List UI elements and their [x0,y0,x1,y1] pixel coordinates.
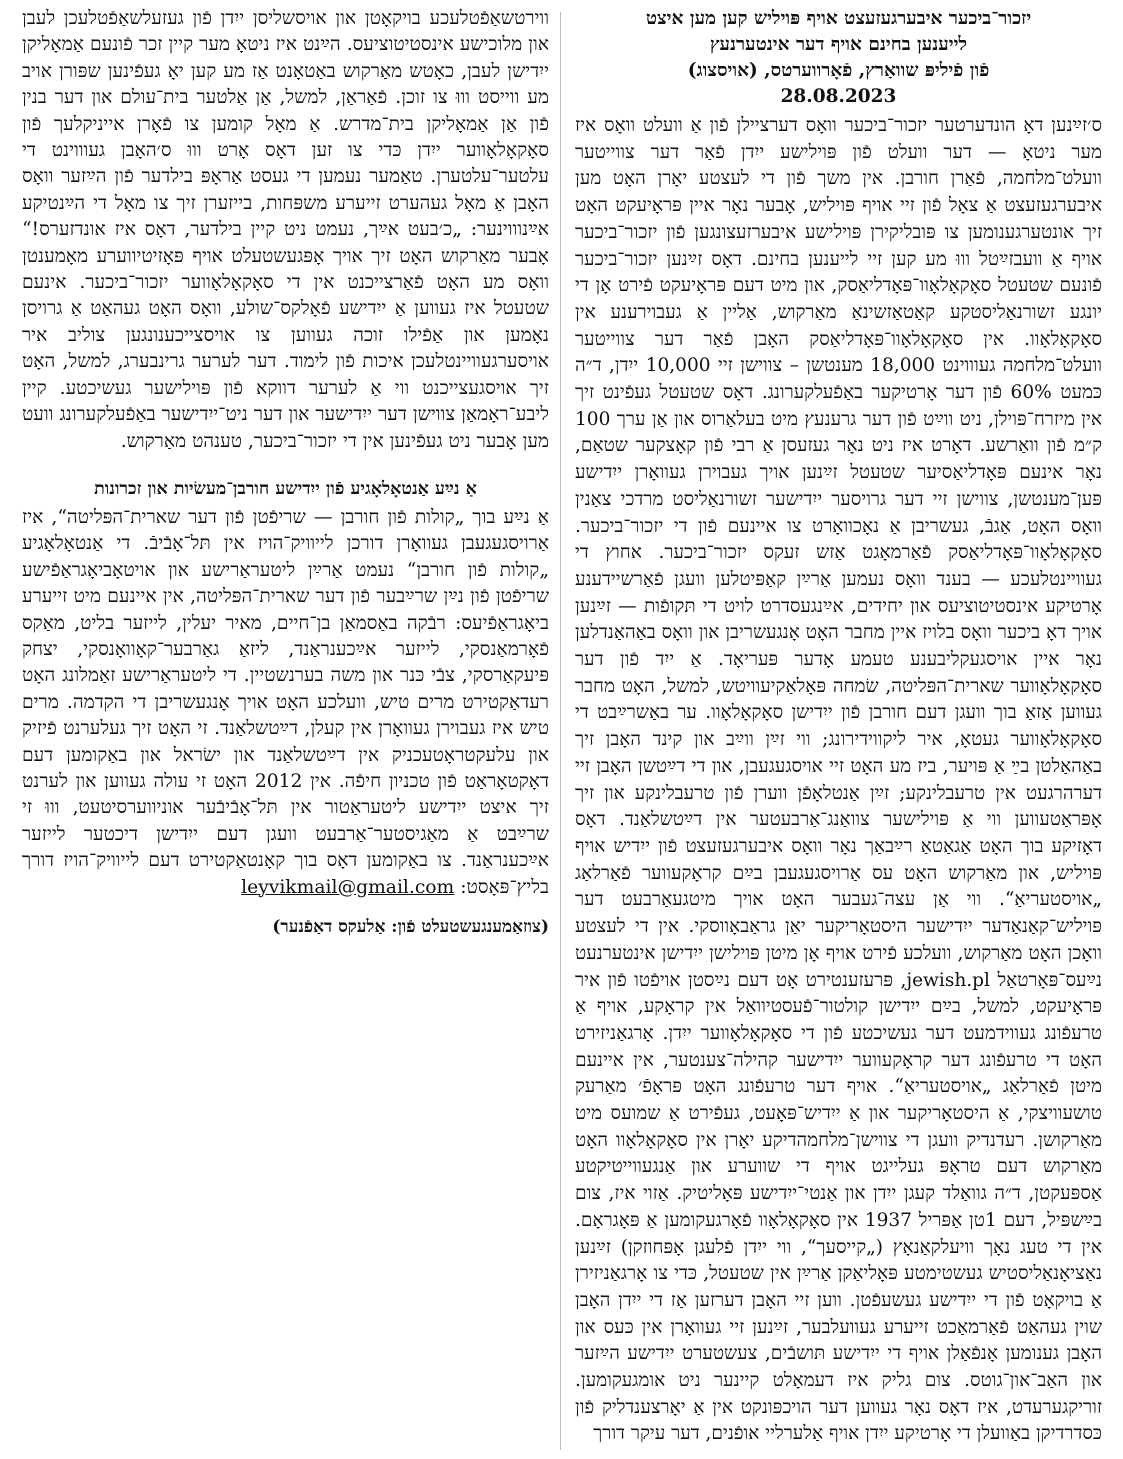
article1-date: 28.08.2023 [780,86,897,107]
article1-headline [575,6,1102,110]
article2-body [22,505,549,901]
article1-body-continued: ווירטשאַפֿטלעכע בויקאָטן און אויסשליסן ייִדן פֿון געזעלשאַפֿטלעכן לעבן און מלוכישע אינסטיטוציעס. הײַנט איז ניטאָ מער קיין זכר פֿונעם אַמאָליקן ייִדישן לעבן, כאָטש מאַרקוש באַטאָנט אַז מע קען יאָ געפֿינען שפּורן אויב מע ווייסט וווּ צו זוכן. פֿאַראַן, למשל, אַן אַלטער בית־עולם און דער בנין פֿון אַן אַמאָליקן בית־מדרש. אַ מאָל קומען צו פֿאָרן אייניקלעך פֿון סאָקאָלאָווער ייִדן כּדי צו זען דאָס אָרט וווּ ס׳האָבן געוווינט די עלטער־עלטערן. טאַמער נעמען די געסט אַראָפּ בילדער פֿון הײַזער וואָס האָבן אַ מאָל געהערט זייערע משפּחות, בייזערן זיך צו מאָל די הײַנטיקע אײַנוווינער: „כ׳בעט אײַך, נעמט ניט קיין בילדער, דאָס איז אונדזערס!“ אָבער מאַרקוש האָט זיך אויך אָפּגעשטעלט אויף פּאָזיטיווערע מאָמענטן וואָס מע האָט פֿאַרצייכנט אין די סאָקאָלאָווער יזכור־ביכער. אינעם שטעטל איז געווען אַ ייִדישע פֿאָלקס־שולע, וואָס האָט געהאַט אַ גרויסן נאָמען און אַפֿילו זוכה געווען צו אויסצייכענונגען צוליב איר אויסערגעוויינטלעכן איכות פֿון לימוד. דער לערער גרינבערג, למשל, האָט זיך אויסגעצייכנט ווי אַ לערער דווקא פֿון פּוילישער געשיכטע. קיין ליבע־ראָמאַן צווישן דער ייִדישער און דער ניט־ייִדישער באַפֿעלקערונג וועט מען אָבער ניט געפֿינען אין די יזכור־ביכער, טענהט מאַרקוש. [22,8,549,452]
article1-title-line1: יזכור־ביכער איבערגעזעצט אויף פּויליש קען מען איצט [645,8,1032,29]
contact-email-link[interactable]: leyvikmail@gmail.com [241,876,455,898]
article1-author: פֿון פֿיליפּ שוואַרץ, פֿאָרווערטס, (אויסצוג) [687,60,990,81]
newspaper-page [22,0,1102,1459]
article2-title: אַ נײַע אַנטאָלאָגיע פֿון ייִדישע חורבן־מעשׂיות און זכרונות [94,478,477,499]
article1-title-line2: לייענען בחינם אויף דער אינטערנעץ [709,34,968,55]
article-column-left [22,6,549,1456]
article1-body: ס׳זײַנען דאָ הונדערטער יזכור־ביכער וואָס דערציילן פֿון אַ וועלט וואָס איז מער ניטאָ — דער וועלט פֿון פּוילישע ייִדן פֿאַר דער צווייטער וועלט־מלחמה, פֿאַרן חורבן. אין משך פֿון די לעצטע יאָרן האָט מען איבערגעזעצט אַ צאָל פֿון זיי אויף פּויליש, אָבער נאָר איין פּראָיעקט האָט זיך אונטערגענומען צו פּובליקירן פּוילישע איבערזעצונגען פֿון יזכור־ביכער אויף אַ וועבזײַטל וווּ מע קען זיי לייענען בחינם. דאָס זײַנען יזכור־ביכער פֿונעם שטעטל סאָקאָלאָוו־פּאָדליאַסק, און מיט דעם פּראָיעקט פֿירט אָן די יונגע זשורנאַליסטקע קאַטאַזשינאַ מאַרקוש, אַליין אַ געבוירענע אין סאָקאָלאָוו. אין סאָקאָלאָוו־פּאָדליאַסק האָבן פֿאַר דער צווייטער וועלט־מלחמה געוווינט 18,000 מענטשן – צווישן זיי 10,000 ייִדן, ד״ה כּמעט 60% פֿון דער אָרטיקער באַפֿעלקערונג. דאָס שטעטל געפֿינט זיך אין מיזרח־פּוילן, ניט ווײַט פֿון דער גרענעץ מיט בעלאַרוס און אַן ערך 100 ק״מ פֿון וואַרשע. דאָרט איז ניט נאָר געזעסן אַ רבי פֿון קאָצקער שטאַם, נאָר אינעם פּאָדליאַסיער שטעטל זײַנען אויך געבוירן געוואָרן ייִדישע פּען־מענטשן, צווישן זיי דער גרויסער ייִדישער זשורנאַליסט מרדכי צאַנין וואָס האָט, אַגבֿ, געשריבן אַ נאָכוואָרט צו איינעם פֿון די יזכור־ביכער. סאָקאָלאָוו־פּאָדליאַסק פֿאַרמאָגט אַזש זעקס יזכור־ביכער. אחוץ די געוויינטלעכע — בענד וואָס נעמען אַרײַן קאַפּיטלען וועגן פֿאַרשיידענע אָרטיקע אינסטיטוציעס און יחידים, אײַנגעסדרט לויט די תּקופֿות — זײַנען אויך דאָ ביכער וואָס בלויז איין מחבר האָט אָנגעשריבן און וואָס באַהאַנדלען נאָר איין אויסגעקליבענע טעמע אָדער פּעריאָד. אַ ייִד פֿון דער סאָקאָלאָווער שארית־הפּליטה, שׂמחה פּאָלאַקיעוויטש, למשל, האָט מחבר געווען אַזאַ בוך וועגן דעם חורבן פֿון ייִדישן סאָקאָלאָוו. ער באַשרײַבט די סאָקאָלאָווער געטאָ, איר ליקווידירונג; ווי זײַן ווײַב און קינד האָבן זיך באַהאַלטן בײַ אַ פּויער, ביז מע האָט זיי אויסגעגעבן, און די דײַטשן האָבן זיי דערהרגעט אין טרעבלינקע; זײַן אַנטלאָפֿן ווערן פֿון טרעבלינקע און זיך אָפּראַטעווען ווי אַ פּוילישער צוואַנג־אַרבעטער אין דײַטשלאַנד. דאָס דאָזיקע בוך האָט אַגאַטאַ רײַבאַך נאָר וואָס איבערגעזעצט פֿון ייִדיש אויף פּויליש, און מאַרקוש האָט עס אַרויסגעגעבן בײַם קראָקעווער פֿאַרלאַג „אויסטעריאַ“. ווי אַן עצה־געבער האָט אויך מיטגעאַרבעט דער פּויליש־קאַנאַדער ייִדישער היסטאָריקער יאַן גראַבאָווסקי. אין די לעצטע וואָכן האָט מאַרקוש, וועלכע פֿירט אויף אָן מיטן פּוילישן ייִדישן אינטערנעט נײַעס־פּאָרטאַל jewish.pl, פּרעזענטירט אָט דעם נײַסטן אויפֿטו פֿון איר פּראָיעקט, למשל, בײַם ייִדישן קולטור־פֿעסטיוואַל אין קראָקע, אויף אַ טרעפֿונג געווידמעט דער געשיכטע פֿון די סאָקאָלאָווער ייִדן. אָרגאַניזירט האָט די טרעפֿונג דער קראָקעווער ייִדישער קהילה־צענטער, אין איינעם מיטן פֿאַרלאַג „אויסטעריאַ“. אויף דער טרעפֿונג האָט פּראָפֿ׳ מאַרעק טושעוויצקי, אַ היסטאָריקער און אַ ייִדיש־פּאָעט, געפֿירט אַ שמועס מיט מאַרקושן. רעדנדיק וועגן די צווישן־מלחמהדיקע יאָרן אין סאָקאָלאָוו האָט מאַרקוש דעם טראָפּ געלייגט אויף די שווערע און אַנגעווייטיקטע אַספּעקטן, ד״ה גוואַלד קעגן ייִדן און אַנטי־ייִדישע פּאָליטיק. אַזוי איז, צום בײַשפּיל, דעם 1טן אַפּריל 1937 אין סאָקאָלאָוו פֿאָרגעקומען אַ פּאָגראָם. אין די טעג נאָך וויעלקאַנאָץ („קייסעך“, ווי ייִדן פֿלעגן אָפּחוזקן) זײַנען נאַציאָנאַליסטיש געשטימטע פּאָליאַקן אַרײַן אין שטעטל, כּדי צו אָרגאַניזירן אַ בויקאָט פֿון די ייִדישע געשעפֿטן. ווען זיי האָבן דערזען אַז די ייִדן האָבן שוין געהאַט פֿאַרמאַכט זייערע געוועלבער, זײַנען זיי געוואָרן אין כּעס און האָבן גענומען אָנפֿאַלן אויף די ייִדישע תּושבֿים, צעשטערט ייִדישע הײַזער און האַב־און־גוטס. צום גליק איז דעמאָלט קיינער ניט אומגעקומען. זוריקגערעדט, איז דאָס נאָר געווען דער הויכפּונקט אין אַ יאָרצענדליק פֿון כּסדרדיקן באַוועלן די אָרטיקע ייִדן אויף אַלערליי אופֿנים, דער עיקר דורך [575,115,1102,1445]
article2-body-text: אַ נײַע בוך „קולות פֿון חורבן — שריפֿטן פֿון דער שארית־הפּליטה“, איז אַרויסגעגעבן געוואָרן דורכן לייוויק־הויז אין תּל־אָבֿיבֿ. די אַנטאָלאָגיע „קולות פֿון חורבן“ נעמט אַרײַן ליטעראַרישע און אויטאָביאָגראַפֿישע שריפֿטן פֿון נײַן שרײַבער פֿון דער שארית־הפּליטה, אין איינעם מיט זייערע ביאָגראַפֿיעס: רבֿקה באַסמאַן בן־חיים, מאיר יעלין, לייזער בליט, מאַקס פֿאָרמאַנסקי, לייזער אײַכענראַנד, ליזאַ גאַרבער־קאָוואָנסקי, יצחק פּיעקאַרסקי, צבֿי כּנר און משה בערנשטיין. די ליטעראַרישע זאַמלונג האָט רעדאַקטירט מרים טיש, וועלכע האָט אויך אָנגעשריבן די הקדמה. מרים טיש איז געבוירן געוואָרן אין קעלן, דײַטשלאַנד. זי האָט זיך געלערנט פֿיזיק און עלעקטראָטעכניק אין דײַטשלאַנד און ישׂראל און באַקומען דעם דאָקטאָראַט פֿון טכניון חיפֿה. אין 2012 האָט זי עולה געווען און לערנט זיך איצט ייִדישע ליטעראַטור אין תּל־אָבֿיבֿער אוניווערסיטעט, וווּ זי שרײַבט אַ מאַגיסטער־אַרבעט וועגן דעם ייִדישן דיכטער לייזער אײַכענראַנד. צו באַקומען דאָס בוך קאָנטאַקטירט דעם לייוויק־הויז דורך בליץ־פּאָסט: [22,506,549,898]
column-divider [560,12,561,1450]
article-column-right [575,6,1102,1456]
article2-credit: (צוזאַמענגעשטעלט פֿון: אַלעקס דאַפֿנער) [272,917,549,937]
